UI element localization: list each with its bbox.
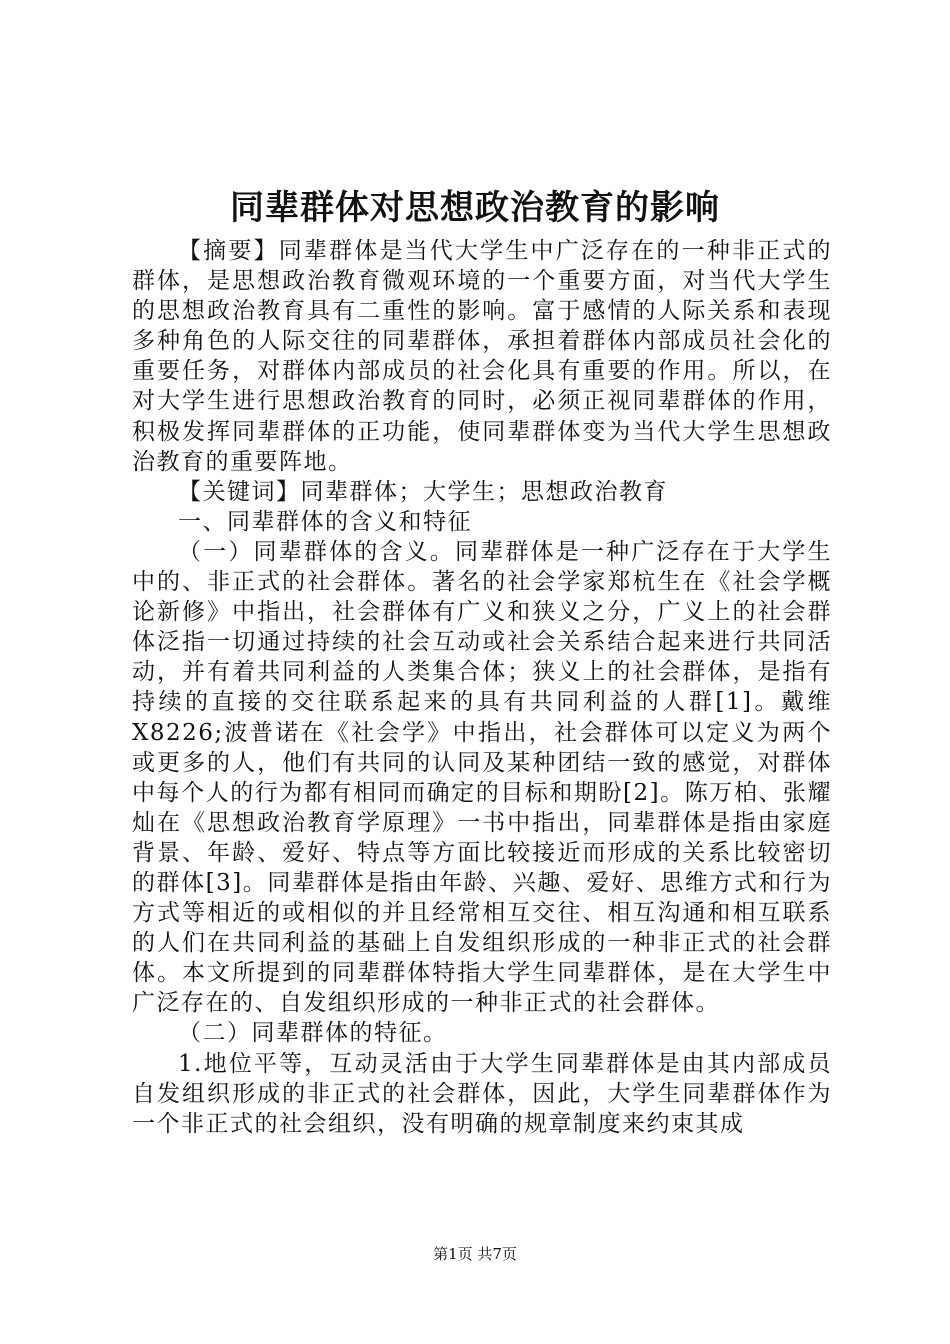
abstract-paragraph: 【摘要】同辈群体是当代大学生中广泛存在的一种非正式的群体，是思想政治教育微观环境的一个重要方面，对当代大学生的思想政治教育具有二重性的影响。富于感情的人际关系和表现多种角色的人际交往的同辈群体，承担着群体内部成员社会化的重要任务，对群体内部成员的社会化具有重要的作用。所以，在对大学生进行思想政治教育的同时，必须正视同辈群体的作用，积极发挥同辈群体的正功能，使同辈群体变为当代大学生思想政治教育的重要阵地。 <box>132 238 832 475</box>
document-body <box>132 236 832 1139</box>
document-title: 同辈群体对思想政治教育的影响 <box>230 188 720 228</box>
subsection-heading: （二）同辈群体的特征。 <box>178 1020 448 1047</box>
feature-paragraph: 1.地位平等，互动灵活由于大学生同辈群体是由其内部成员自发组织形成的非正式的社会群体，因此，大学生同辈群体作为一个非正式的社会组织，没有明确的规章制度来约束其成 <box>132 1050 832 1137</box>
definition-paragraph: （一）同辈群体的含义。同辈群体是一种广泛存在于大学生中的、非正式的社会群体。著名的社会学家郑杭生在《社会学概论新修》中指出，社会群体有广义和狭义之分，广义上的社会群体泛指一切通过持续的社会互动或社会关系结合起来进行共同活动，并有着共同利益的人类集合体；狭义上的社会群体，是指有持续的直接的交往联系起来的具有共同利益的人群[1]。戴维X8226;波普诺在《社会学》中指出，社会群体可以定义为两个或更多的人，他们有共同的认同及某种团结一致的感觉，对群体中每个人的行为都有相同而确定的目标和期盼[2]。陈万柏、张耀灿在《思想政治教育学原理》一书中指出，同辈群体是指由家庭背景、年龄、爱好、特点等方面比较接近而形成的关系比较密切的群体[3]。同辈群体是指由年龄、兴趣、爱好、思维方式和行为方式等相近的或相似的并且经常相互交往、相互沟通和相互联系的人们在共同利益的基础上自发组织形成的一种非正式的社会群体。本文所提到的同辈群体特指大学生同辈群体，是在大学生中广泛存在的、自发组织形成的一种非正式的社会群体。 <box>132 538 832 1017</box>
page-footer: 第1页 共7页 <box>433 1245 517 1263</box>
keywords-paragraph: 【关键词】同辈群体；大学生；思想政治教育 <box>178 478 668 505</box>
section-heading: 一、同辈群体的含义和特征 <box>178 508 472 535</box>
